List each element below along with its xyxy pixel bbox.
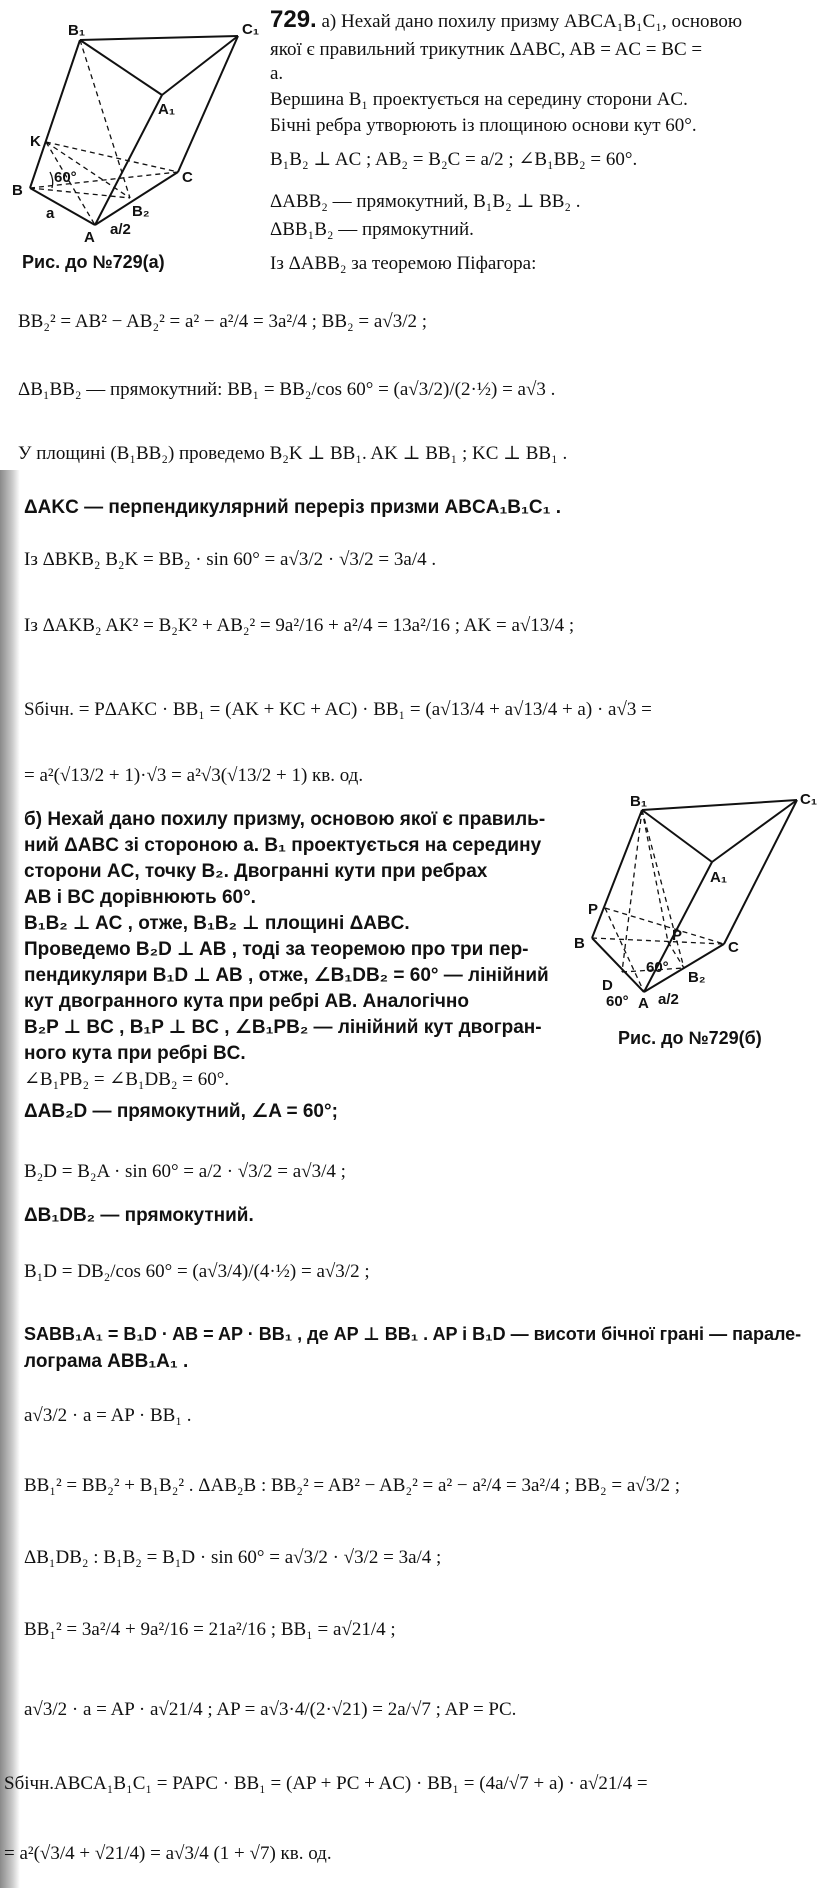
part-a-line: ΔAKC — перпендикулярний переріз призми ABCA₁B₁C₁ . xyxy=(24,497,562,518)
part-a-line: a. xyxy=(270,63,284,84)
part-a-formula: B₁B₂ ⊥ AC ; AB₂ = B₂C = a/2 ; ∠B₁BB₂ = 60°. xyxy=(270,149,638,170)
part-a-line: ΔABB₂ — прямокутний, B₁B₂ ⊥ BB₂ . xyxy=(270,191,581,212)
fig-b-label-p-left: P xyxy=(588,901,599,918)
fig-b-label-half-a: a/2 xyxy=(658,991,679,1008)
part-a-formula: Із ΔAKB₂ AK² = B₂K² + AB₂² = 9a²/16 + a²/4 = 13a²/16 ; AK = a√13/4 ; xyxy=(24,615,575,636)
figure-a-caption: Рис. до №729(а) xyxy=(22,252,165,272)
fig-b-label-angle2: 60° xyxy=(606,993,629,1010)
fig-b-label-c1: C₁ xyxy=(800,791,818,808)
fig-b-label-a: A xyxy=(638,995,649,1012)
part-b-formula: BB₁² = 3a²/4 + 9a²/16 = 21a²/16 ; BB₁ = a√21/4 ; xyxy=(24,1619,396,1640)
part-b-formula: B₂D = B₂A · sin 60° = a/2 · √3/2 = a√3/4 ; xyxy=(24,1161,346,1182)
scan-shadow xyxy=(0,470,20,1888)
fig-b-label-b: B xyxy=(574,935,585,952)
part-b-formula: ΔB₁DB₂ : B₁B₂ = B₁D · sin 60° = a√3/2 · √3/2 = 3a/4 ; xyxy=(24,1547,442,1568)
fig-a-label-c: C xyxy=(182,169,193,186)
figure-a-prism xyxy=(10,20,265,245)
part-b-formula: a√3/2 · a = AP · BB₁ . xyxy=(24,1405,192,1426)
part-b-formula: = a²(√3/4 + √21/4) = a√3/4 (1 + √7) кв. од. xyxy=(4,1843,332,1864)
fig-a-label-b2: B₂ xyxy=(132,203,150,220)
part-b-line: пендикуляри B₁D ⊥ AB , отже, ∠B₁DB₂ = 60° — лінійний xyxy=(24,965,549,986)
part-a-line: ΔBB₁B₂ — прямокутний. xyxy=(270,219,474,240)
figure-b-caption: Рис. до №729(б) xyxy=(618,1028,762,1048)
part-b-line: кут двогранного кута при ребрі AB. Аналогічно xyxy=(24,991,469,1012)
fig-a-label-side-a: a xyxy=(46,205,55,222)
part-b-line: B₂P ⊥ BC , B₁P ⊥ BC , ∠B₁PB₂ — лінійний кут двогран- xyxy=(24,1017,542,1038)
part-a-formula: Із ΔBKB₂ B₂K = BB₂ · sin 60° = a√3/2 · √3/2 = 3a/4 . xyxy=(24,549,437,570)
part-a-line: якої є правильний трикутник ΔABC, AB = AC = BC = xyxy=(270,39,703,60)
part-b-line: ΔB₁DB₂ — прямокутний. xyxy=(24,1205,254,1226)
fig-b-label-p-mid: P xyxy=(672,927,683,944)
fig-a-label-b1: B₁ xyxy=(68,22,86,39)
fig-a-label-a1: A₁ xyxy=(158,101,176,118)
fig-a-label-angle: 60° xyxy=(54,169,77,186)
fig-b-label-c: C xyxy=(728,939,739,956)
part-b-line: сторони AC, точку B₂. Двогранні кути при ребрах xyxy=(24,861,488,882)
part-a-line: Вершина B₁ проектується на середину сторони AC. xyxy=(270,89,688,110)
part-b-line: B₁B₂ ⊥ AC , отже, B₁B₂ ⊥ площині ΔABC. xyxy=(24,913,410,934)
fig-b-label-d: D xyxy=(602,977,613,994)
part-b-formula: B₁D = DB₂/cos 60° = (a√3/4)/(4·½) = a√3/2 ; xyxy=(24,1261,370,1282)
part-b-formula: BB₁² = BB₂² + B₁B₂² . ΔAB₂B : BB₂² = AB² − AB₂² = a² − a²/4 = 3a²/4 ; BB₂ = a√3/2 ; xyxy=(24,1475,681,1496)
part-a-line: У площині (B₁BB₂) проведемо B₂K ⊥ BB₁. AK ⊥ BB₁ ; KC ⊥ BB₁ . xyxy=(18,443,568,464)
part-b-line: ний ΔABC зі стороною a. B₁ проектується на середину xyxy=(24,835,542,856)
fig-a-label-c1: C₁ xyxy=(242,21,260,38)
part-b-line: ΔAB₂D — прямокутний, ∠A = 60°; xyxy=(24,1101,338,1122)
fig-b-label-a1: A₁ xyxy=(710,869,728,886)
problem-number: 729. xyxy=(270,6,317,33)
part-a-formula: BB₂² = AB² − AB₂² = a² − a²/4 = 3a²/4 ; BB₂ = a√3/2 ; xyxy=(18,311,428,332)
part-b-line: ного кута при ребрі BC. xyxy=(24,1043,246,1064)
figure-b-prism xyxy=(572,790,822,1015)
fig-a-label-b: B xyxy=(12,182,23,199)
part-b-line: ∠B₁PB₂ = ∠B₁DB₂ = 60°. xyxy=(24,1069,230,1090)
part-b-line: SABB₁A₁ = B₁D · AB = AP · BB₁ , де AP ⊥ BB₁ . AP і B₁D — висоти бічної грані — парале- xyxy=(24,1324,802,1344)
part-a-line: Із ΔABB₂ за теоремою Піфагора: xyxy=(270,253,537,274)
fig-a-label-half-a: a/2 xyxy=(110,221,131,238)
problem-line-1: 729. а) Нехай дано похилу призму ABCA₁B₁C₁, основою xyxy=(270,6,743,33)
part-a-formula: Sбічн. = PΔAKC · BB₁ = (AK + KC + AC) · BB₁ = (a√13/4 + a√13/4 + a) · a√3 = xyxy=(24,699,652,720)
fig-b-label-angle1: 60° xyxy=(646,959,669,976)
part-b-formula: Sбічн.ABCA₁B₁C₁ = PAPC · BB₁ = (AP + PC + AC) · BB₁ = (4a/√7 + a) · a√21/4 = xyxy=(4,1773,648,1794)
fig-b-label-b2: B₂ xyxy=(688,969,706,986)
part-b-formula: a√3/2 · a = AP · a√21/4 ; AP = a√3·4/(2·√21) = 2a/√7 ; AP = PC. xyxy=(24,1699,517,1720)
part-b-line: Проведемо B₂D ⊥ AB , тоді за теоремою про три пер- xyxy=(24,939,529,960)
part-a-line: Бічні ребра утворюють із площиною основи кут 60°. xyxy=(270,115,697,136)
part-b-line: AB і BC дорівнюють 60°. xyxy=(24,887,256,908)
part-a-formula: = a²(√13/2 + 1)·√3 = a²√3(√13/2 + 1) кв. од. xyxy=(24,765,364,786)
fig-a-label-a: A xyxy=(84,229,95,245)
part-b-line: б) Нехай дано похилу призму, основою якої є правиль- xyxy=(24,809,546,830)
fig-a-label-k: K xyxy=(30,133,41,150)
part-a-formula: ΔB₁BB₂ — прямокутний: BB₁ = BB₂/cos 60° = (a√3/2)/(2·½) = a√3 . xyxy=(18,379,556,400)
fig-b-label-b1: B₁ xyxy=(630,793,648,810)
part-b-line: лограма ABB₁A₁ . xyxy=(24,1351,189,1372)
